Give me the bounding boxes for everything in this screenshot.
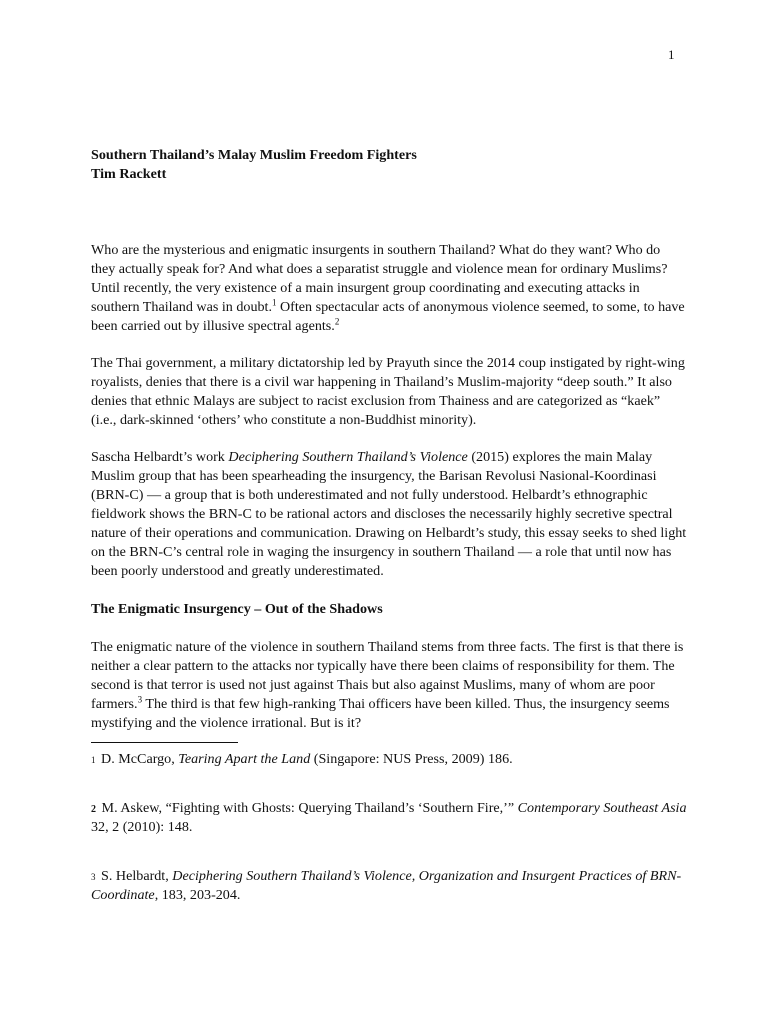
document-title: Southern Thailand’s Malay Muslim Freedom Fighters [91,147,417,163]
page-number: 1 [668,47,675,62]
footnote-3-text-b: , 183, 203-204. [154,887,241,903]
footnote-1-text-b: (Singapore: NUS Press, 2009) 186. [310,751,513,767]
paragraph-1-text-a: Who are the mysterious and enigmatic insurgents in southern Thailand? What do they want? Who do they actually speak for? And what does a separatist struggle and violence mean for ordinary Muslims? Until recently, the very existence of a main insurgent group coordinating and executing attacks in southern Thailand was in doubt. [91,242,668,315]
footnote-3-text-a: S. Helbardt, [101,868,173,884]
paragraph-4 [91,638,687,733]
paragraph-4-text-b: The third is that few high-ranking Thai officers have been killed. Thus, the insurgency seems mystifying and the violence irrational. But is it? [91,696,670,731]
paragraph-3-text-b: (2015) explores the main Malay Muslim group that has been spearheading the insurgency, the Barisan Revolusi Nasional-Koordinasi (BRN-C) — a group that is both underestimated and not fully understood. Helbardt’s ethnographic fieldwork shows the BRN-C to be rational actors and discloses the necessarily highly secretive spectral nature of their operations and communication. Drawing on Helbardt’s study, this essay seeks to shed light on the BRN-C’s central role in waging the insurgency in southern Thailand — a role that until now has been poorly understood and greatly underestimated. [91,449,687,579]
document-author: Tim Rackett [91,166,167,182]
footnote-separator [91,742,238,743]
footnote-2-title: Contemporary Southeast Asia [517,800,687,816]
footnote-3 [91,867,687,905]
footnote-ref-2: 2 [334,316,340,327]
section-heading: The Enigmatic Insurgency – Out of the Shadows [91,601,383,617]
paragraph-1 [91,241,687,336]
document-body [91,146,687,905]
footnote-3-mark: 3 [91,872,96,882]
paragraph-3-book-title: Deciphering Southern Thailand’s Violence [228,449,468,465]
footnote-ref-1: 1 [271,297,277,308]
paragraph-3-text-a: Sascha Helbardt’s work [91,449,229,465]
footnote-3-title: Deciphering Southern Thailand’s Violence, Organization and Insurgent Practices of BRN-Coordinate [91,868,682,903]
footnote-1-mark: 1 [91,755,96,765]
footnote-1-text-a: D. McCargo, [101,751,179,767]
footnote-ref-3: 3 [137,694,143,705]
title-block [91,146,687,184]
footnote-2-text-b: 32, 2 (2010): 148. [91,819,193,835]
footnote-2 [91,799,687,837]
paragraph-4-text-a: The enigmatic nature of the violence in southern Thailand stems from three facts. The first is that there is neither a clear pattern to the attacks nor typically have there been claims of responsibility for them. The second is that terror is used not just against Thais but also against Muslims, many of whom are poor farmers. [91,639,684,712]
paragraph-1-text-b: Often spectacular acts of anonymous violence seemed, to some, to have been carried out by illusive spectral agents. [91,299,685,334]
footnote-2-text-a: M. Askew, “Fighting with Ghosts: Querying Thailand’s ‘Southern Fire,’” [101,800,518,816]
footnote-1 [91,750,687,769]
footnote-2-mark: 2 [91,804,96,815]
paragraph-3 [91,448,687,581]
paragraph-2: The Thai government, a military dictatorship led by Prayuth since the 2014 coup instigated by right-wing royalists, denies that there is a civil war happening in Thailand’s Muslim-majority “deep south.” It also denies that ethnic Malays are subject to racist exclusion from Thainess and are categorized as “kaek” (i.e., dark-skinned ‘others’ who constitute a non-Buddhist minority). [91,355,685,428]
footnote-1-title: Tearing Apart the Land [178,751,311,767]
